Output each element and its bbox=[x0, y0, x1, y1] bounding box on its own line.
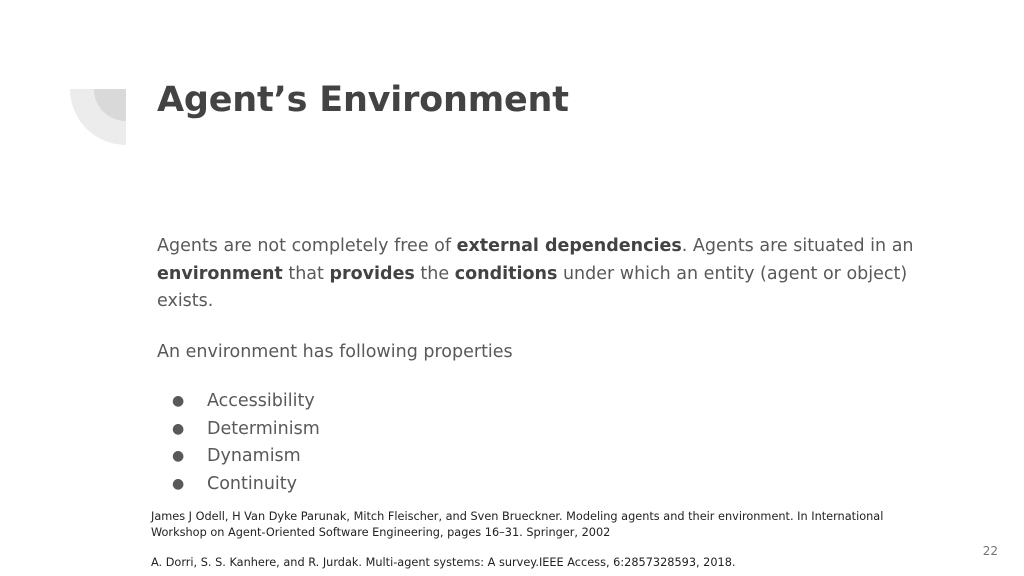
bullet-dot: ● bbox=[172, 448, 185, 464]
intro-bold-provides: provides bbox=[329, 263, 415, 284]
intro-bold-conditions: conditions bbox=[454, 263, 558, 284]
list-item bbox=[157, 443, 320, 471]
page-number: 22 bbox=[982, 544, 998, 558]
properties-intro: An environment has following properties bbox=[157, 342, 513, 362]
bullet-dot: ● bbox=[172, 420, 185, 437]
decorative-arc-shape bbox=[70, 89, 126, 145]
list-item-label: Accessibility bbox=[207, 391, 315, 411]
list-item bbox=[157, 416, 320, 444]
intro-paragraph bbox=[157, 233, 917, 316]
list-item bbox=[157, 471, 320, 499]
intro-bold-external-dependencies: external dependencies bbox=[456, 236, 682, 256]
intro-text-5: under which an entity (agent or object) exists. bbox=[157, 263, 908, 311]
intro-text-1: Agents are not completely free of bbox=[157, 236, 457, 256]
intro-bold-environment: environment bbox=[157, 263, 283, 284]
list-item bbox=[157, 388, 320, 416]
list-item-label: Dynamism bbox=[207, 446, 301, 466]
intro-text-2: . Agents are situated in an bbox=[681, 236, 914, 256]
references bbox=[151, 509, 911, 571]
intro-text-4: the bbox=[414, 263, 455, 284]
list-item-label: Determinism bbox=[207, 418, 320, 439]
properties-list bbox=[157, 388, 320, 498]
bullet-dot: ● bbox=[172, 393, 185, 409]
reference-dorri-2018: A. Dorri, S. S. Kanhere, and R. Jurdak. Multi-agent systems: A survey.IEEE Access, 6:2857328593, 2018. bbox=[151, 556, 736, 569]
slide-title: Agent’s Environment bbox=[157, 80, 569, 120]
list-item-label: Continuity bbox=[207, 473, 298, 494]
intro-text-3: that bbox=[282, 263, 330, 284]
reference-odell-2002: James J Odell, H Van Dyke Parunak, Mitch Fleischer, and Sven Brueckner. Modeling agents and their environment. In International Workshop on Agent-Oriented Software Engineering, pages 16–31. Springer, 2002 bbox=[151, 510, 884, 539]
bullet-dot: ● bbox=[172, 475, 185, 492]
